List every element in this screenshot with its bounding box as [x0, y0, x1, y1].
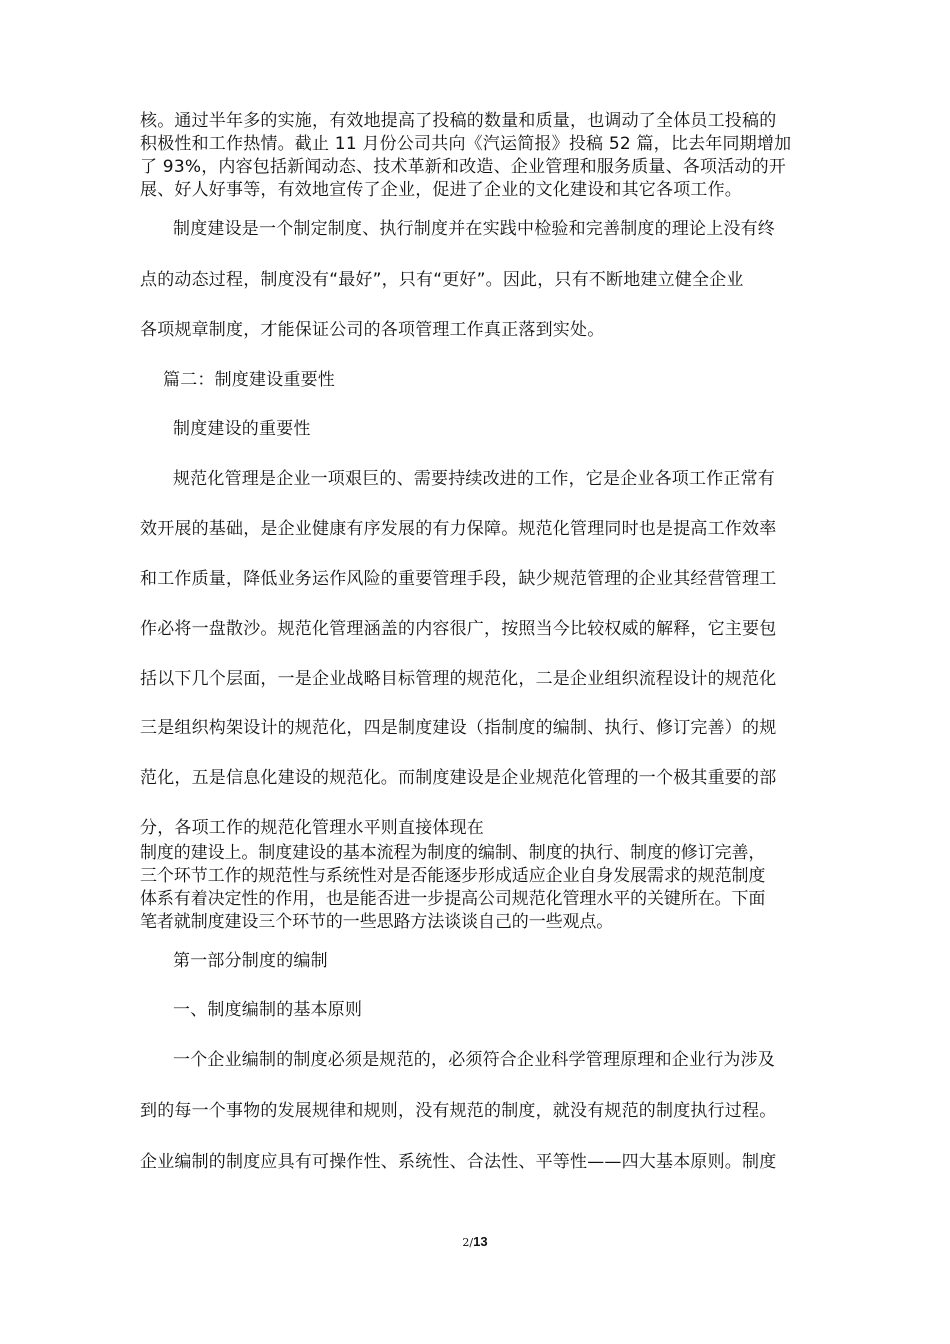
paragraph-line: 规范化管理是企业一项艰巨的、需要持续改进的工作，它是企业各项工作正常有 — [173, 469, 775, 489]
article-title: 制度建设的重要性 — [173, 419, 311, 439]
paragraph-line: 三个环节工作的规范性与系统性对是否能逐步形成适应企业自身发展需求的规范制度 — [140, 866, 766, 886]
paragraph-line: 各项规章制度，才能保证公司的各项管理工作真正落到实处。 — [140, 320, 605, 340]
paragraph-line: 体系有着决定性的作用，也是能否进一步提高公司规范化管理水平的关键所在。下面 — [140, 889, 766, 909]
paragraph-line: 核。通过半年多的实施，有效地提高了投稿的数量和质量，也调动了全体员工投稿的 — [140, 111, 777, 131]
paragraph-line: 到的每一个事物的发展规律和规则，没有规范的制度，就没有规范的制度执行过程。 — [140, 1101, 777, 1121]
subsection-heading: 一、制度编制的基本原则 — [173, 1000, 363, 1020]
paragraph-line: 范化，五是信息化建设的规范化。而制度建设是企业规范化管理的一个极其重要的部 — [140, 768, 777, 788]
paragraph-line: 一个企业编制的制度必须是规范的，必须符合企业科学管理原理和企业行为涉及 — [173, 1050, 775, 1070]
paragraph-line: 企业编制的制度应具有可操作性、系统性、合法性、平等性——四大基本原则。制度 — [140, 1152, 777, 1172]
paragraph-line: 制度的建设上。制度建设的基本流程为制度的编制、制度的执行、制度的修订完善， — [140, 843, 766, 863]
paragraph-line: 笔者就制度建设三个环节的一些思路方法谈谈自己的一些观点。 — [140, 912, 614, 932]
paragraph-line: 和工作质量，降低业务运作风险的重要管理手段，缺少规范管理的企业其经营管理工 — [140, 569, 777, 589]
paragraph-line: 效开展的基础，是企业健康有序发展的有力保障。规范化管理同时也是提高工作效率 — [140, 519, 777, 539]
paragraph-line: 了 93%，内容包括新闻动态、技术革新和改造、企业管理和服务质量、各项活动的开 — [140, 157, 786, 177]
current-page: 2/ — [462, 1236, 474, 1249]
paragraph-line: 展、好人好事等，有效地宣传了企业，促进了企业的文化建设和其它各项工作。 — [140, 180, 742, 200]
paragraph-line: 作必将一盘散沙。规范化管理涵盖的内容很广，按照当今比较权威的解释，它主要包 — [140, 619, 777, 639]
paragraph-line: 分，各项工作的规范化管理水平则直接体现在 — [140, 818, 484, 838]
paragraph-line: 积极性和工作热情。截止 11 月份公司共向《汽运简报》投稿 52 篇，比去年同期增加 — [140, 134, 792, 154]
part-heading: 第一部分制度的编制 — [173, 951, 328, 971]
total-pages: 13 — [473, 1234, 488, 1249]
paragraph-line: 三是组织构架设计的规范化，四是制度建设（指制度的编制、执行、修订完善）的规 — [140, 718, 777, 738]
paragraph-line: 制度建设是一个制定制度、执行制度并在实践中检验和完善制度的理论上没有终 — [173, 219, 775, 239]
page-number — [0, 1234, 950, 1251]
section-heading: 篇二：制度建设重要性 — [163, 370, 335, 390]
paragraph-line: 括以下几个层面，一是企业战略目标管理的规范化，二是企业组织流程设计的规范化 — [140, 669, 777, 689]
paragraph-line: 点的动态过程，制度没有“最好”，只有“更好”。因此，只有不断地建立健全企业 — [140, 270, 744, 290]
